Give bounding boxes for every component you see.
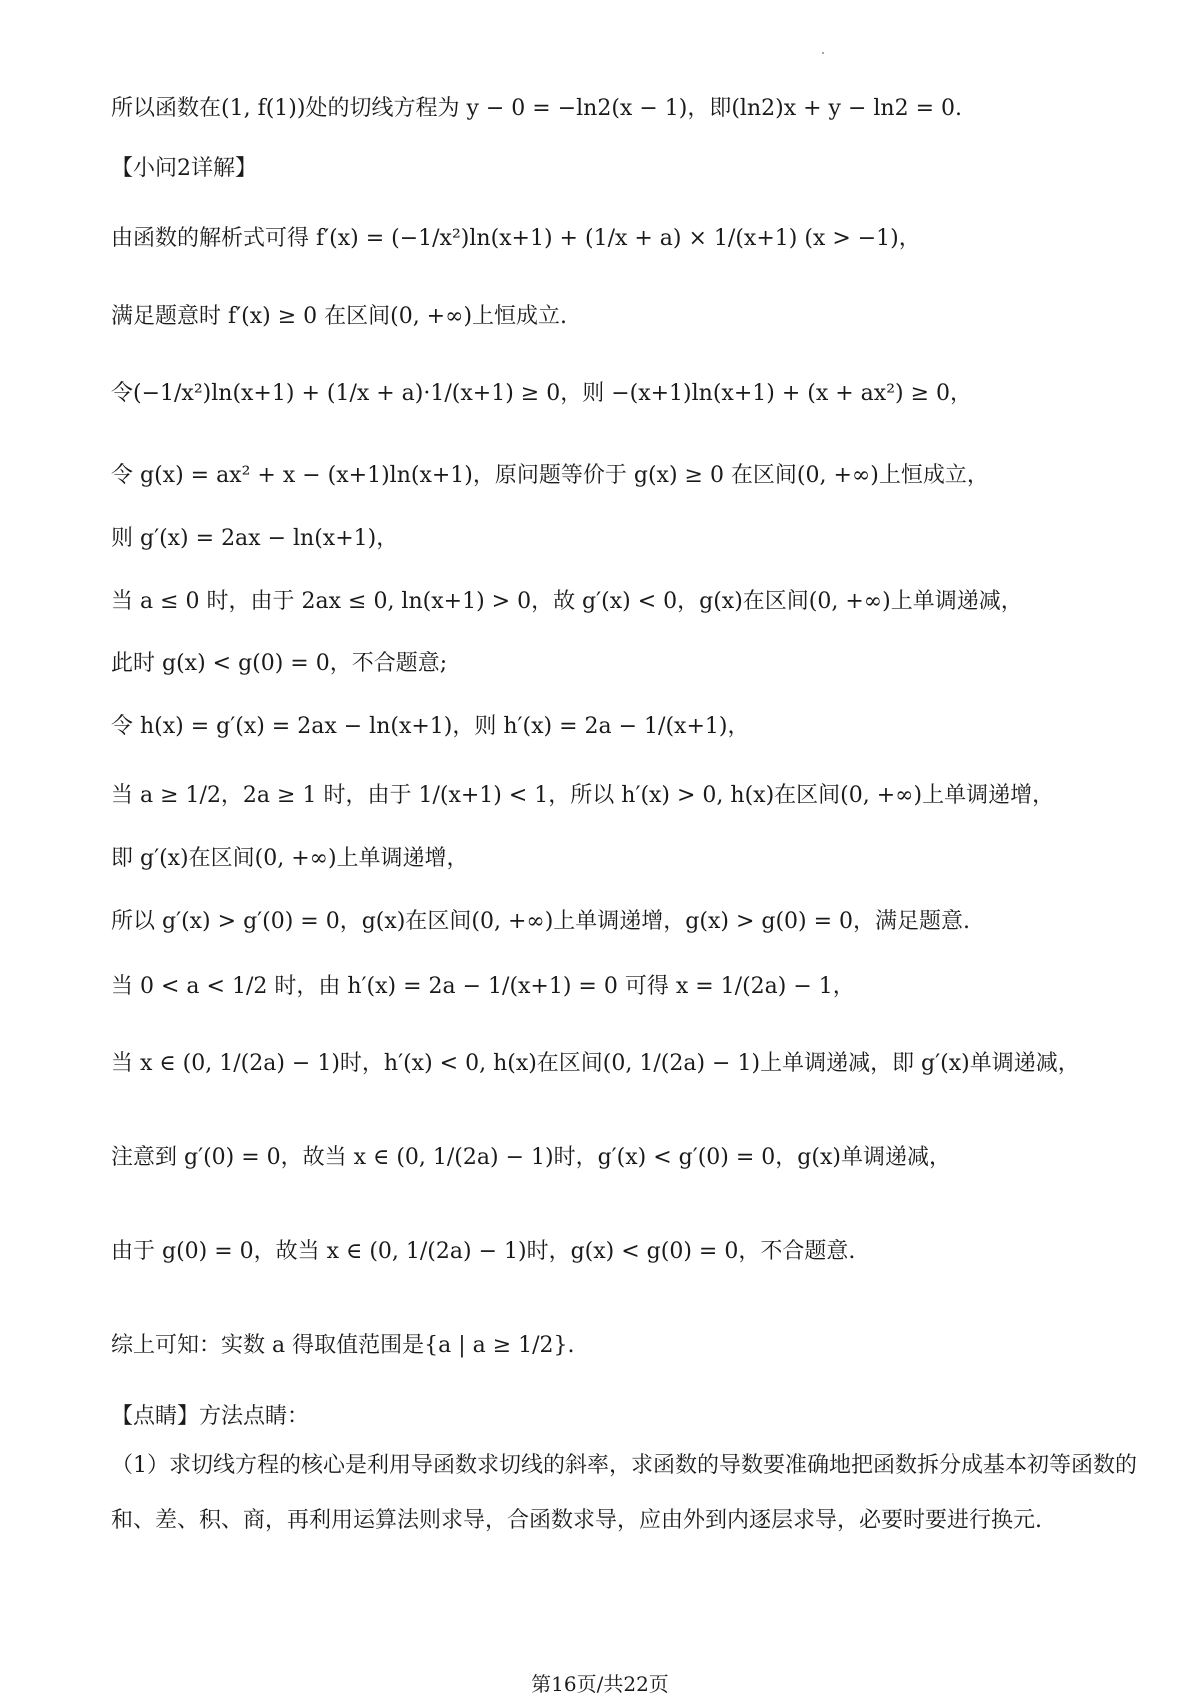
text-line-13: 所以 g′(x) > g′(0) = 0，g(x)在区间(0, +∞)上单调递增，g(x) > g(0) = 0，满足题意. [111, 909, 971, 934]
text-line-5: 令(−1/x²)ln(x+1) + (1/x + a)·1/(x+1) ≥ 0，则 −(x+1)ln(x+1) + (x + ax²) ≥ 0， [111, 381, 973, 406]
scan-dot [822, 52, 824, 54]
text-line-4: 满足题意时 f′(x) ≥ 0 在区间(0, +∞)上恒成立. [111, 304, 568, 329]
text-line-3: 由函数的解析式可得 f′(x) = (−1/x²)ln(x+1) + (1/x + a) × 1/(x+1) (x > −1)， [111, 226, 921, 251]
text-line-17: 由于 g(0) = 0，故当 x ∈ (0, 1/(2a) − 1)时，g(x) < g(0) = 0，不合题意. [111, 1239, 856, 1264]
text-line-10: 令 h(x) = g′(x) = 2ax − ln(x+1)，则 h′(x) = 2a − 1/(x+1)， [111, 714, 750, 739]
text-line-11: 当 a ≥ 1/2，2a ≥ 1 时，由于 1/(x+1) < 1，所以 h′(x) > 0, h(x)在区间(0, +∞)上单调递增， [111, 783, 1055, 808]
page-footer: 第16页/共22页 [531, 1672, 669, 1696]
text-line-12: 即 g′(x)在区间(0, +∞)上单调递增， [111, 846, 469, 871]
text-line-8: 当 a ≤ 0 时，由于 2ax ≤ 0, ln(x+1) > 0，故 g′(x) < 0，g(x)在区间(0, +∞)上单调递减， [111, 589, 1023, 614]
section-heading-tips: 【点睛】方法点睛： [111, 1404, 310, 1429]
text-line-20: （1）求切线方程的核心是利用导函数求切线的斜率，求函数的导数要准确地把函数拆分成基本初等函数的 [111, 1453, 1138, 1478]
text-line-21: 和、差、积、商，再利用运算法则求导，合函数求导，应由外到内逐层求导，必要时要进行换元. [111, 1508, 1042, 1533]
text-line-15: 当 x ∈ (0, 1/(2a) − 1)时，h′(x) < 0, h(x)在区间(0, 1/(2a) − 1)上单调递减，即 g′(x)单调递减， [111, 1051, 1080, 1076]
section-heading-q2: 【小问2详解】 [111, 156, 257, 181]
text-line-7: 则 g′(x) = 2ax − ln(x+1)， [111, 526, 399, 551]
text-line-16: 注意到 g′(0) = 0，故当 x ∈ (0, 1/(2a) − 1)时，g′(x) < g′(0) = 0，g(x)单调递减， [111, 1145, 951, 1170]
text-line-18: 综上可知：实数 a 得取值范围是{a | a ≥ 1/2}. [111, 1333, 575, 1358]
text-line-9: 此时 g(x) < g(0) = 0，不合题意; [111, 651, 448, 676]
text-line-1: 所以函数在(1, f(1))处的切线方程为 y − 0 = −ln2(x − 1)，即(ln2)x + y − ln2 = 0. [111, 96, 962, 121]
text-line-6: 令 g(x) = ax² + x − (x+1)ln(x+1)，原问题等价于 g(x) ≥ 0 在区间(0, +∞)上恒成立， [111, 463, 989, 488]
text-line-14: 当 0 < a < 1/2 时，由 h′(x) = 2a − 1/(x+1) = 0 可得 x = 1/(2a) − 1， [111, 974, 855, 999]
